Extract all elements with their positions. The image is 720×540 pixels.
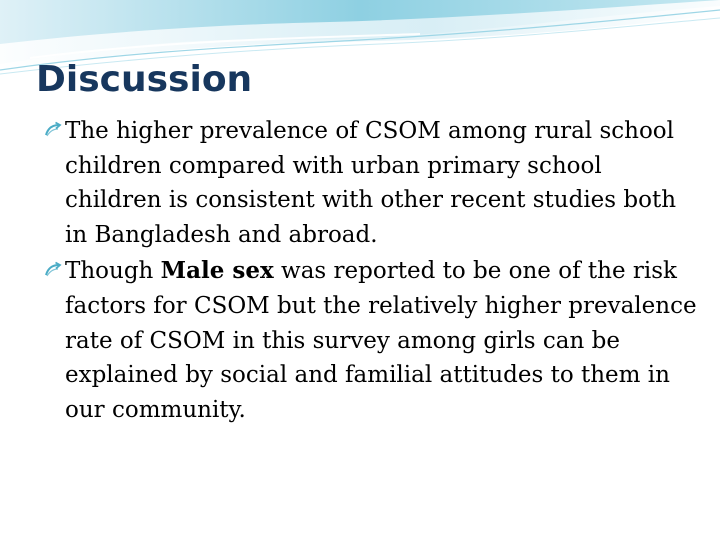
bullet-text-emphasis: Male sex — [160, 257, 274, 285]
bullet-item — [44, 114, 704, 252]
bullet-text-segment: Though — [65, 258, 161, 285]
bullet-text-segment: The higher prevalence of CSOM among rural school children compared with urban primary school children is consistent with other recent studies both in Bangladesh and abroad. — [65, 118, 677, 248]
bullet-text — [65, 118, 676, 248]
sweeping-arrow-icon — [44, 261, 62, 279]
bullet-list — [44, 114, 704, 429]
bullet-item — [44, 254, 704, 427]
slide-title: Discussion — [36, 59, 253, 100]
sweeping-arrow-icon — [44, 121, 62, 139]
bullet-text — [65, 258, 697, 422]
bullet-text-segment: was reported to be one of the risk factors for CSOM but the relatively higher prevalence rate of CSOM in this survey among girls can be explained by social and familial attitudes to them in our community. — [65, 258, 697, 423]
